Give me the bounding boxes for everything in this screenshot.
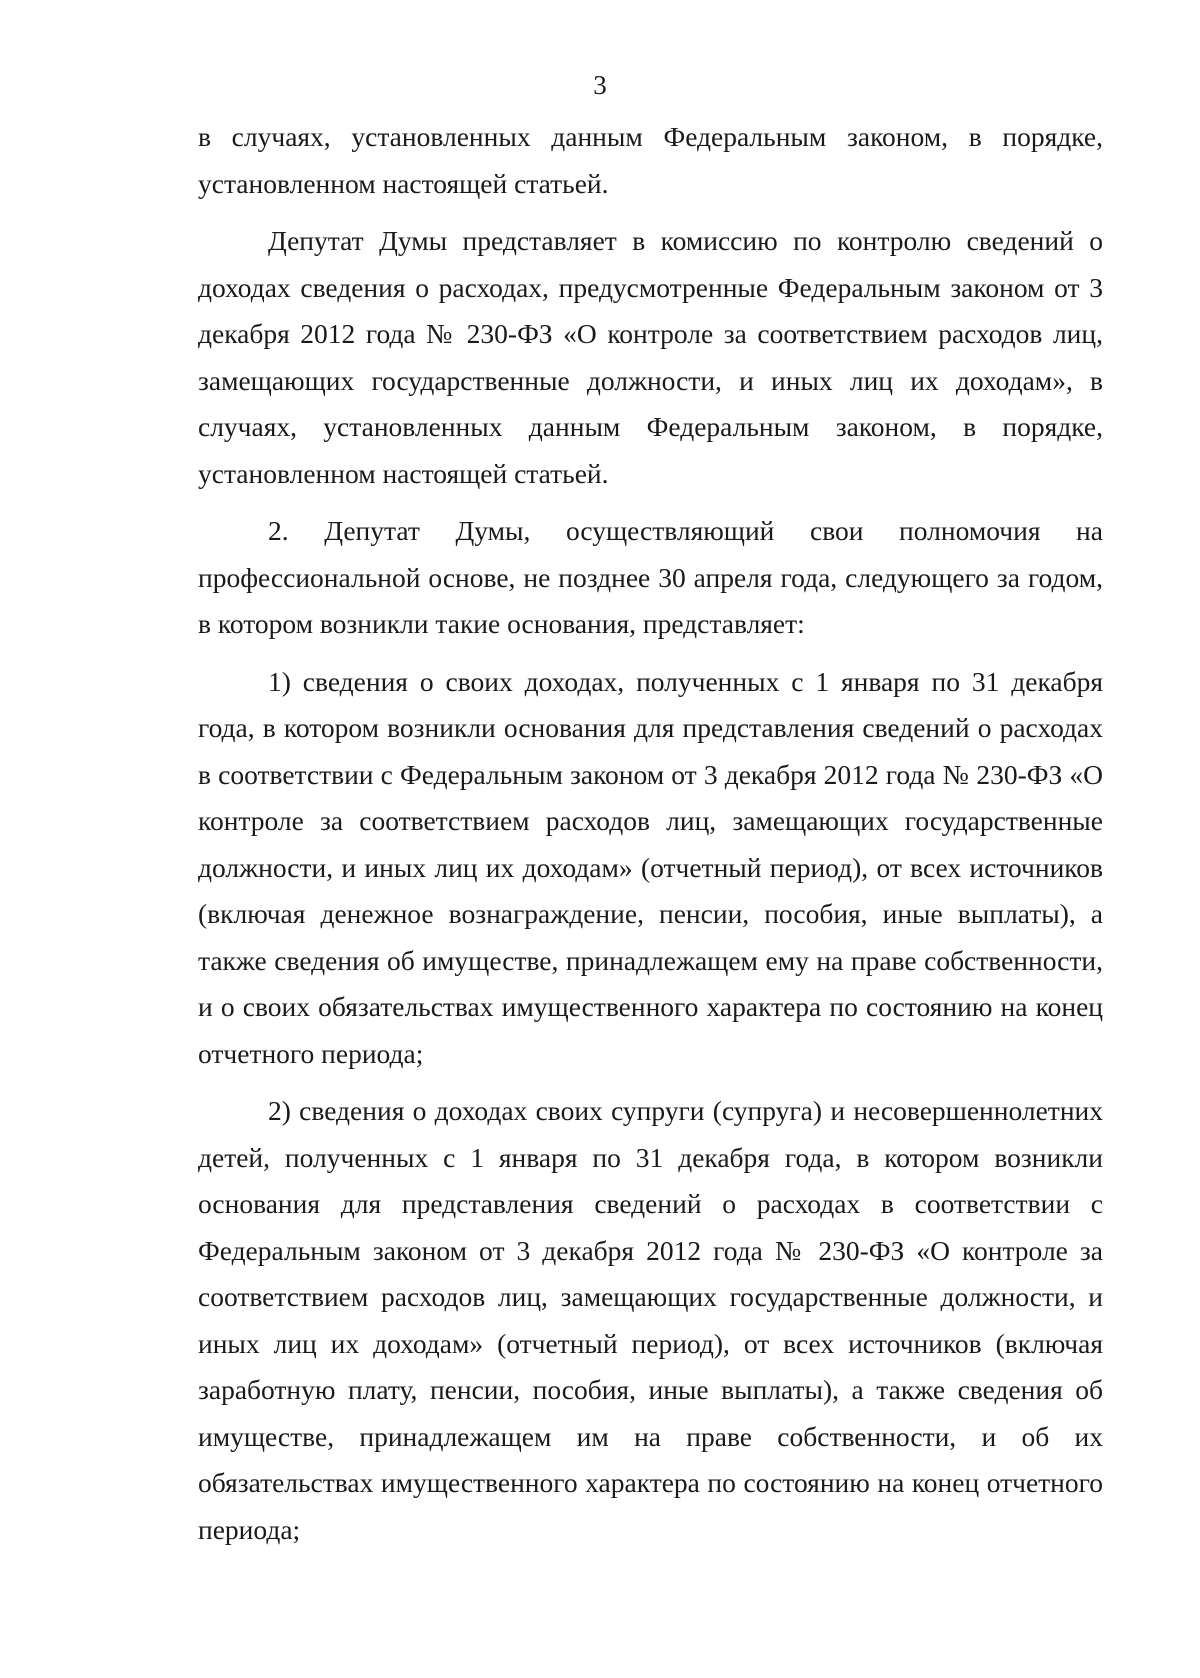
paragraph-subitem-2: 2) сведения о доходах своих супруги (супруга) и несовершеннолетних детей, полученных с 1 января по 31 декабря года, в котором возникли основания для представления сведений о расходах в соответствии с Федеральным законом от 3 декабря 2012 года № 230-ФЗ «О контроле за соответствием расходов лиц, замещающих государственные должности, и иных лиц их доходам» (отчетный период), от всех источников (включая заработную плату, пенсии, пособия, иные выплаты), а также сведения об имуществе, принадлежащем им на праве собственности, и об их обязательствах имущественного характера по состоянию на конец отчетного периода;: [198, 1095, 1103, 1545]
paragraph-subitem-1: 1) сведения о своих доходах, полученных с 1 января по 31 декабря года, в котором возникли основания для представления сведений о расходах в соответствии с Федеральным законом от 3 декабря 2012 года № 230-ФЗ «О контроле за соответствием расходов лиц, замещающих государственные должности, и иных лиц их доходам» (отчетный период), от всех источников (включая денежное вознаграждение, пенсии, пособия, иные выплаты), а также сведения об имуществе, принадлежащем ему на праве собственности, и о своих обязательствах имущественного характера по состоянию на конец отчетного периода;: [198, 665, 1103, 1069]
page-number: 3: [593, 70, 607, 100]
document-body: [198, 114, 1103, 1553]
paragraph-continuation: в случаях, установленных данным Федеральным законом, в порядке, установленном настоящей статьей.: [198, 121, 1103, 199]
paragraph-item-2-intro: 2. Депутат Думы, осуществляющий свои полномочия на профессиональной основе, не позднее 30 апреля года, следующего за годом, в котором возникли такие основания, представляет:: [198, 515, 1103, 639]
paragraph-deputy-expenses: Депутат Думы представляет в комиссию по контролю сведений о доходах сведения о расходах, предусмотренные Федеральным законом от 3 декабря 2012 года № 230-ФЗ «О контроле за соответствием расходов лиц, замещающих государственные должности, и иных лиц их доходам», в случаях, установленных данным Федеральным законом, в порядке, установленном настоящей статьей.: [198, 225, 1103, 489]
